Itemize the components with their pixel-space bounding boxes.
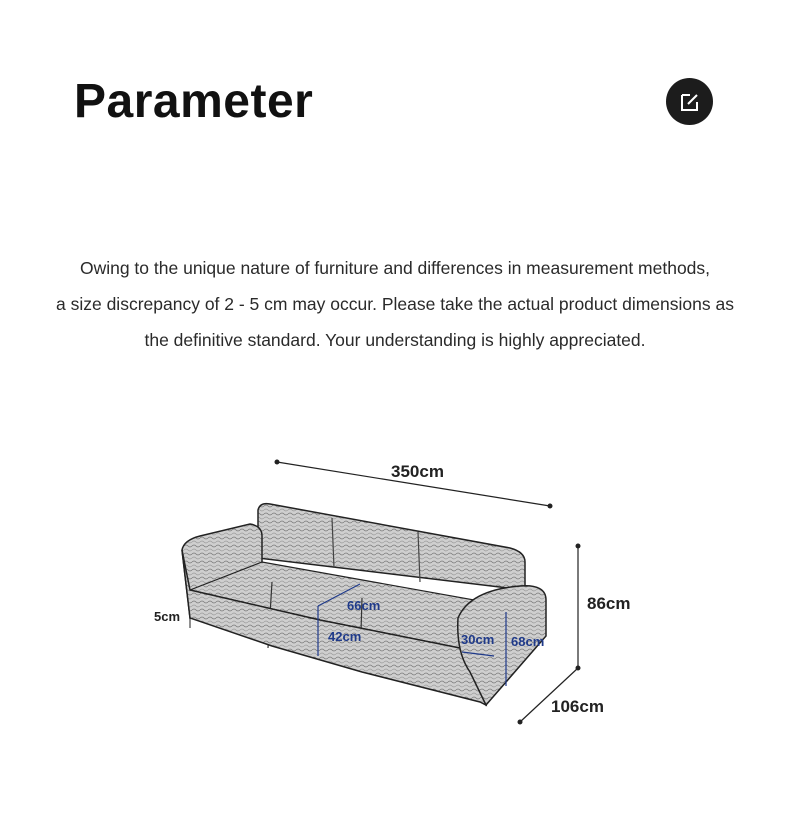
dimension-height: 86cm bbox=[587, 594, 631, 613]
notice-line-1: Owing to the unique nature of furniture and differences in measurement methods, bbox=[79, 258, 711, 278]
notice-line-3: the definitive standard. Your understanding is highly appreciated. bbox=[144, 330, 646, 350]
dimension-arm-width: 30cm bbox=[461, 632, 495, 647]
dimension-seat-height: 42cm bbox=[328, 629, 362, 644]
dimension-leg: 5cm bbox=[154, 609, 181, 624]
dimension-arm-height: 68cm bbox=[511, 634, 545, 649]
edit-icon bbox=[678, 90, 702, 114]
sofa-illustration bbox=[0, 440, 790, 740]
measurement-notice bbox=[20, 250, 770, 358]
dimension-length: 350cm bbox=[391, 462, 444, 481]
edit-button[interactable] bbox=[666, 78, 713, 125]
dimension-depth: 106cm bbox=[551, 697, 604, 716]
sofa-dimension-diagram bbox=[0, 440, 790, 740]
notice-line-2: a size discrepancy of 2 - 5 cm may occur. Please take the actual product dimensions as bbox=[56, 294, 734, 314]
page-title: Parameter bbox=[74, 75, 314, 128]
dimension-seat-depth: 66cm bbox=[347, 598, 381, 613]
